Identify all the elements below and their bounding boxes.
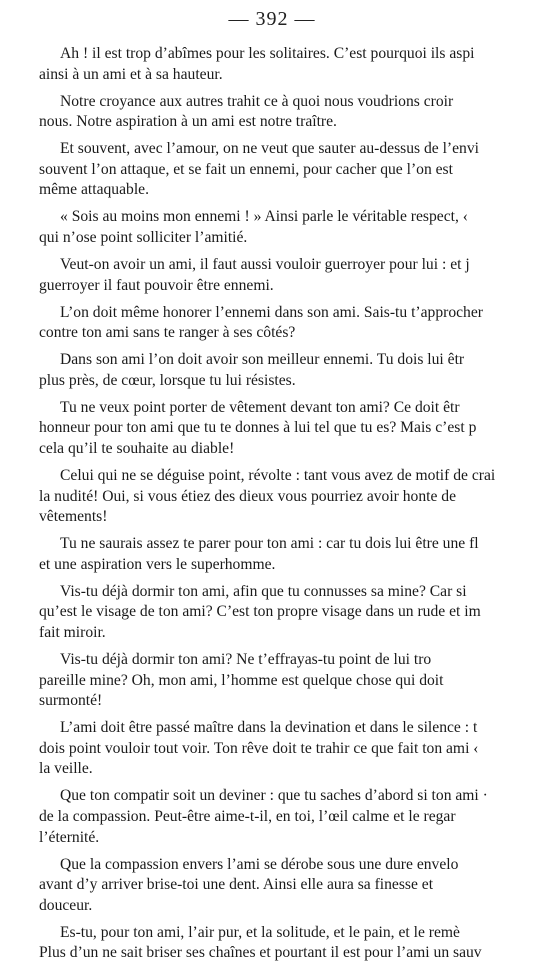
text-line: Notre croyance aux autres trahit ce à quoi nous voudrions croir (60, 92, 454, 110)
text-line: Celui qui ne se déguise point, révolte : tant vous avez de motif de crai (60, 467, 496, 484)
text-line: dois point vouloir tout voir. Ton rêve doit te trahir ce que fait ton ami ‹ (39, 739, 479, 757)
text-line: cela qu’il te souhaite au diable! (39, 440, 235, 457)
text-line: guerroyer il faut pouvoir être ennemi. (39, 276, 274, 294)
text-line: Ah ! il est trop d’abîmes pour les solitaires. C’est pourquoi ils aspi (60, 45, 475, 62)
text-line: Es-tu, pour ton ami, l’air pur, et la solitude, et le pain, et le remè (60, 923, 460, 941)
text-line: Que la compassion envers l’ami se dérobe sous une dure envelo (60, 855, 459, 873)
text-line: surmonté! (39, 692, 103, 710)
text-line: ainsi à un ami et à sa hauteur. (39, 65, 223, 83)
text-line: Veut-on avoir un ami, il faut aussi vouloir guerroyer pour lui : et j (60, 256, 470, 273)
text-line: Dans son ami l’on doit avoir son meilleur ennemi. Tu dois lui êtr (60, 351, 465, 369)
text-line: Et souvent, avec l’amour, on ne veut que sauter au-dessus de l’envi (60, 140, 479, 158)
text-line: L’on doit même honorer l’ennemi dans son ami. Sais-tu t’approcher (60, 303, 483, 321)
text-line: fait miroir. (39, 624, 106, 641)
text-line: même attaquable. (39, 181, 149, 199)
text-line: Que ton compatir soit un deviner : que tu saches d’abord si ton ami · (60, 787, 488, 805)
text-line: souvent l’on attaque, et se fait un ennemi, pour cacher que l’on est (39, 160, 453, 178)
text-line: qu’est le visage de ton ami? C’est ton propre visage dans un rude et im (39, 603, 481, 621)
text-line: Vis-tu déjà dormir ton ami? Ne t’effrayas-tu point de lui tro (60, 651, 432, 668)
text-line: l’éternité. (39, 828, 100, 846)
text-line: honneur pour ton ami que tu te donnes à lui tel que tu es? Mais c’est p (39, 419, 477, 437)
text-line: la nudité! Oui, si vous étiez des dieux vous pourriez avoir honte de (39, 487, 457, 505)
text-line: nous. Notre aspiration à un ami est notre traître. (39, 113, 337, 131)
text-line: contre ton ami sans te ranger à ses côtés? (39, 324, 296, 342)
text-line: pareille mine? Oh, mon ami, l’homme est quelque chose qui doit (39, 671, 444, 689)
text-line: avant d’y arriver brise-toi une dent. Ainsi elle aura sa finesse et (39, 876, 434, 894)
text-line: « Sois au moins mon ennemi ! » Ainsi parle le véritable respect, ‹ (60, 208, 468, 226)
text-line: L’ami doit être passé maître dans la devination et dans le silence : t (60, 719, 478, 737)
page-number: — 392 — (228, 8, 316, 30)
text-line: Vis-tu déjà dormir ton ami, afin que tu connusses sa mine? Car si (60, 582, 467, 600)
text-line: Plus d’un ne sait briser ses chaînes et pourtant il est pour l’ami un sauv (39, 944, 482, 962)
text-line: qui n’ose point solliciter l’amitié. (39, 229, 248, 246)
text-line: de la compassion. Peut-être aime-t-il, en toi, l’œil calme et le regar (39, 808, 456, 825)
text-line: la veille. (39, 760, 93, 778)
text-line: Tu ne saurais assez te parer pour ton ami : car tu dois lui être une fl (60, 535, 479, 553)
text-line: Tu ne veux point porter de vêtement devant ton ami? Ce doit êtr (60, 398, 460, 416)
text-line: plus près, de cœur, lorsque tu lui résistes. (39, 371, 296, 389)
text-line: et une aspiration vers le superhomme. (39, 555, 276, 573)
text-line: douceur. (39, 896, 93, 914)
text-line: vêtements! (39, 508, 108, 526)
